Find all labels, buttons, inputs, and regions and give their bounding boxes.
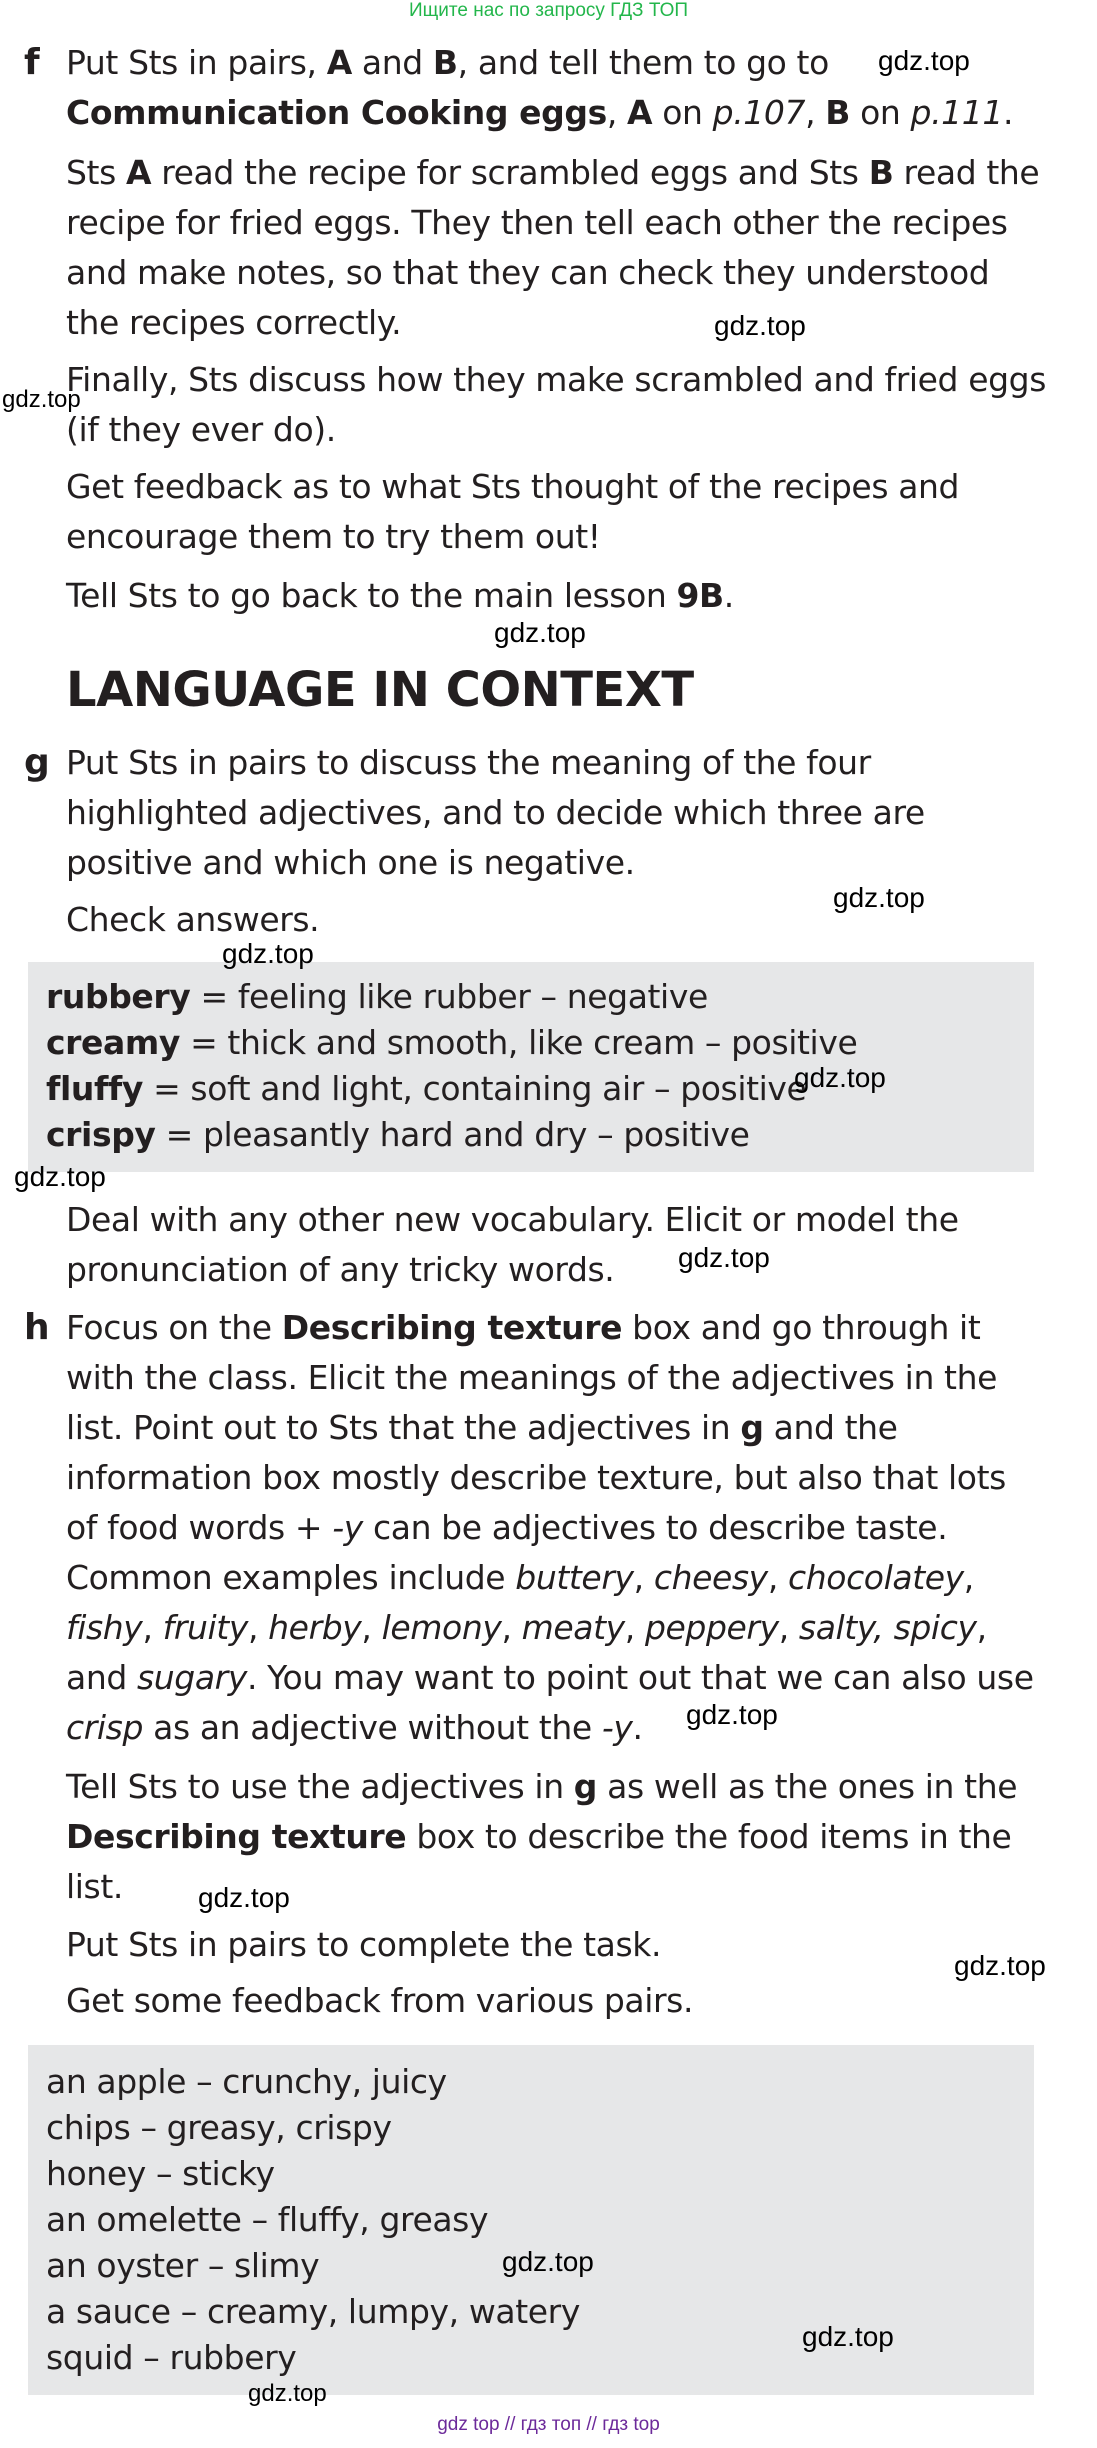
section-h-letter: h [24,1307,50,1348]
footer-links: gdz top // гдз топ // гдз top [437,2414,660,2435]
watermark: gdz.top [14,1161,106,1192]
section-f-letter: f [24,42,40,83]
answer-line: an apple – crunchy, juicy [46,2062,447,2101]
italic-text: peppery [644,1608,779,1647]
bold-text: B [868,153,894,192]
bold-text: Describing texture [281,1308,623,1347]
answer-line: fluffy = soft and light, containing air – positive [46,1069,807,1108]
answer-line: rubbery = feeling like rubber – negative [46,977,708,1016]
bold-text: fluffy [46,1069,143,1108]
bold-text: A [125,153,152,192]
answer-line: creamy = thick and smooth, like cream – positive [46,1023,858,1062]
watermark: gdz.top [833,882,925,913]
bold-text: A [627,93,653,132]
bold-text: g [573,1767,598,1806]
section-g-paragraph-1: Put Sts in pairs to discuss the meaning of the four highlighted adjectives, and to decide which three are positive and which one is negative. [66,743,925,882]
section-h-paragraph-4: Get some feedback from various pairs. [66,1981,694,2020]
watermark: gdz.top [802,2321,894,2352]
watermark: gdz.top [502,2246,594,2277]
bold-text: rubbery [46,977,191,1016]
italic-text: sugary [136,1658,247,1697]
bold-text: Describing texture [66,1817,407,1856]
watermark: gdz.top [678,1242,770,1273]
section-h-paragraph-3: Put Sts in pairs to complete the task. [66,1925,662,1964]
answer-line: honey – sticky [46,2154,275,2193]
watermark: gdz.top [198,1882,290,1913]
section-f-paragraph-4: Get feedback as to what Sts thought of the recipes and encourage them to try them out! [66,467,960,556]
bold-text: g [740,1408,764,1447]
italic-text: crisp [66,1708,144,1747]
answer-line: an omelette – fluffy, greasy [46,2200,489,2239]
italic-text: cheesy [653,1558,768,1597]
answer-line: crispy = pleasantly hard and dry – positive [46,1115,750,1154]
bold-text: crispy [46,1115,156,1154]
italic-text: fishy [66,1608,143,1647]
section-g-letter: g [24,742,50,783]
section-heading: LANGUAGE IN CONTEXT [66,662,694,718]
section-h-paragraph-2: Tell Sts to use the adjectives in g as well as the ones in the Describing texture box to describe the food items in the list. [66,1767,1018,1906]
bold-text: B [825,93,851,132]
italic-text: -y [332,1508,363,1547]
italic-text: p.107 [712,93,806,132]
watermark: gdz.top [686,1699,778,1730]
italic-text: chocolatey [788,1558,964,1597]
section-g-paragraph-3: Deal with any other new vocabulary. Elicit or model the pronunciation of any tricky words. [66,1200,959,1289]
italic-text: salty, spicy [798,1608,977,1647]
bold-text: A [326,43,352,82]
italic-text: herby [268,1608,362,1647]
answer-line: a sauce – creamy, lumpy, watery [46,2292,580,2331]
watermark: gdz.top [954,1950,1046,1981]
watermark: gdz.top [494,617,586,648]
watermark: gdz.top [878,45,970,76]
watermark: gdz.top [2,386,81,413]
bold-text: creamy [46,1023,180,1062]
top-banner: Ищите нас по запросу ГДЗ ТОП [408,0,689,21]
watermark: gdz.top [794,1062,886,1093]
section-h-paragraph-1: Focus on the Describing texture box and go through it with the class. Elicit the meanings of the adjectives in the list. Point out to Sts that the adjectives in g and the information box mostly describe texture, but also that lots of food words + -y can be adjectives to describe taste. Common examples include buttery, cheesy, chocolatey, fishy, fruity, herby, lemony, meaty, peppery, salty, spicy, and sugary. You may want to point out that we can also use crisp as an adjective without the -y. [66,1308,1034,1747]
answer-line: squid – rubbery [46,2338,297,2377]
italic-text: buttery [515,1558,634,1597]
section-f-paragraph-2: Sts A read the recipe for scrambled eggs and Sts B read the recipe for fried eggs. They then tell each other the recipes and make notes, so that they can check they understood the recipes correctly. [66,153,1040,342]
italic-text: lemony [381,1608,502,1647]
section-f-paragraph-5: Tell Sts to go back to the main lesson 9B. [66,576,734,615]
bold-text: Communication Cooking eggs [66,93,607,132]
italic-text: fruity [162,1608,248,1647]
italic-text: meaty [521,1608,625,1647]
answer-line: chips – greasy, crispy [46,2108,392,2147]
italic-text: p.111 [910,93,1003,132]
italic-text: -y [601,1708,633,1747]
section-f-paragraph-3: Finally, Sts discuss how they make scrambled and fried eggs (if they ever do). [66,360,1046,449]
answer-line: an oyster – slimy [46,2246,320,2285]
section-f-paragraph-1: Put Sts in pairs, A and B, and tell them to go to Communication Cooking eggs, A on p.107, B on p.111. [66,43,1014,132]
watermark: gdz.top [222,938,314,969]
watermark: gdz.top [714,310,806,341]
bold-text: B [432,43,458,82]
watermark: gdz.top [248,2380,327,2407]
section-g-paragraph-2: Check answers. [66,900,320,939]
bold-text: 9B [676,576,724,615]
